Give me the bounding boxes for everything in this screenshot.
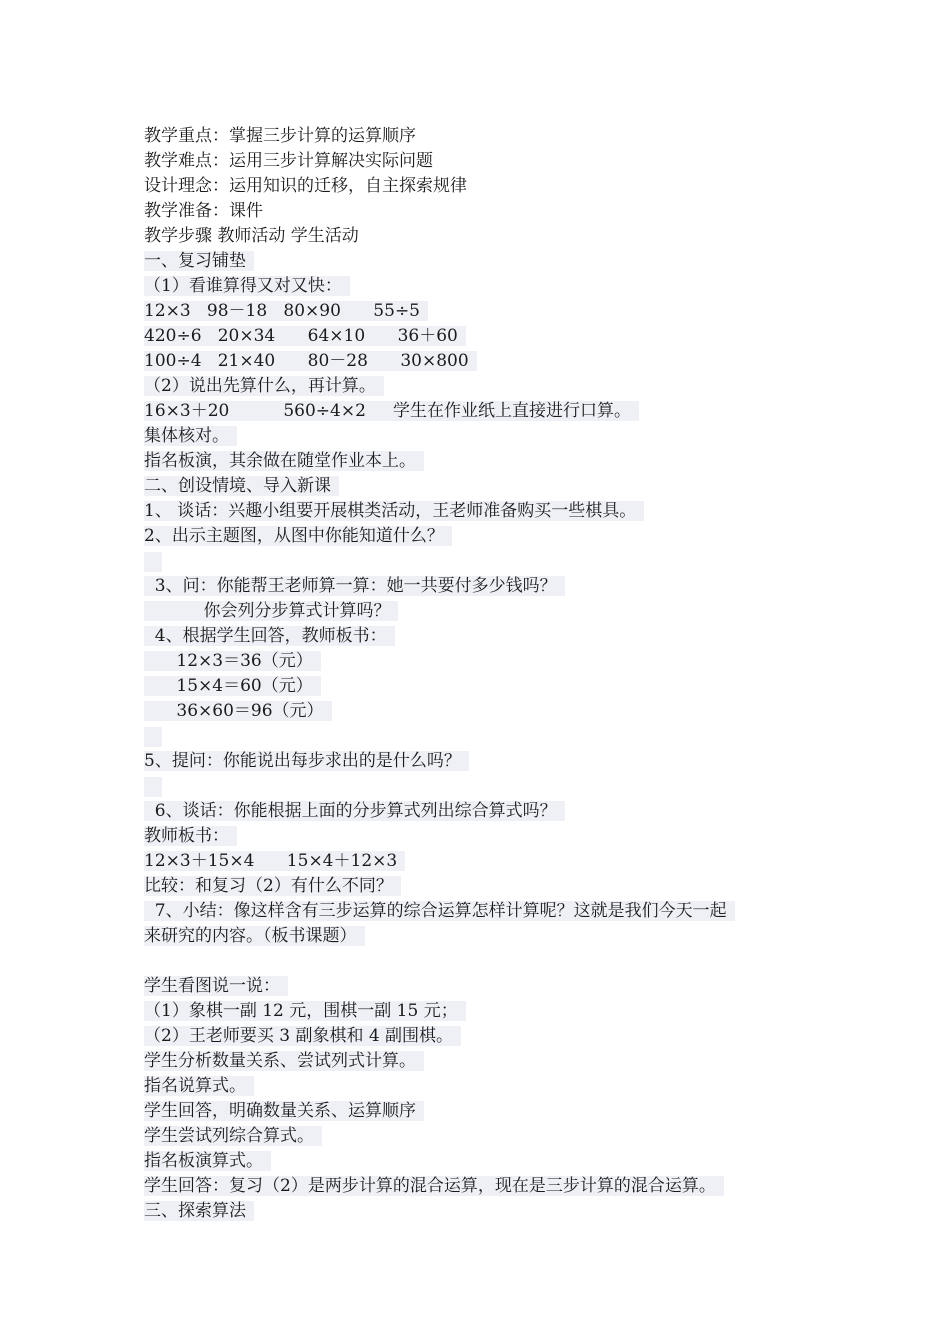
text-line-content: 教师板书： [144,826,237,846]
text-line-content: 设计理念：运用知识的迁移，自主探索规律 [144,176,467,196]
text-line [144,1174,950,1199]
text-line-content: （1）象棋一副 12 元，围棋一副 15 元； [144,1001,466,1021]
text-line [144,449,950,474]
text-line [144,549,950,574]
text-line [144,899,950,924]
text-line-content: （1）看谁算得又对又快： [144,276,350,296]
text-line [144,199,950,224]
text-line-content: 12×3＋15×4 15×4＋12×3 [144,851,405,871]
text-line [144,824,950,849]
text-line [144,399,950,424]
text-line [144,799,950,824]
text-line-content: 36×60＝96（元） [144,701,332,721]
text-line [144,849,950,874]
text-line-content: 学生分析数量关系、尝试列式计算。 [144,1051,424,1071]
text-line-content: 3、问：你能帮王老师算一算：她一共要付多少钱吗？ [144,576,565,596]
text-line-content: 教学难点：运用三步计算解决实际问题 [144,151,433,171]
text-line [144,349,950,374]
text-line-content: 7、小结：像这样含有三步运算的综合运算怎样计算呢？这就是我们今天一起 [144,901,735,921]
text-line [144,124,950,149]
text-line-content: 4、根据学生回答，教师板书： [144,626,395,646]
text-line [144,1024,950,1049]
text-line [144,224,950,249]
text-line [144,324,950,349]
text-line [144,249,950,274]
text-line-content: 指名板演算式。 [144,1151,271,1171]
text-line [144,524,950,549]
text-line [144,774,950,799]
text-line [144,599,950,624]
text-line-content: 一、复习铺垫 [144,251,254,271]
text-line-content: 5、提问：你能说出每步求出的是什么吗？ [144,751,469,771]
text-line [144,374,950,399]
text-line [144,174,950,199]
text-line [144,974,950,999]
text-line-content: 6、谈话：你能根据上面的分步算式列出综合算式吗？ [144,801,565,821]
text-line [144,499,950,524]
text-line [144,149,950,174]
text-line [144,674,950,699]
blank-line [0,949,950,974]
text-line [144,424,950,449]
text-line-content: 指名板演，其余做在随堂作业本上。 [144,451,424,471]
text-line-content: 指名说算式。 [144,1076,254,1096]
text-line [144,299,950,324]
text-line-content [144,727,162,747]
text-line-content: 集体核对。 [144,426,237,446]
text-line [144,999,950,1024]
text-line [144,1124,950,1149]
text-line-content: 教学准备：课件 [144,201,263,221]
text-line-content [144,777,162,797]
text-line-content: 教学步骤 教师活动 学生活动 [144,226,359,246]
text-line-content: （2）王老师要买 3 副象棋和 4 副围棋。 [144,1026,461,1046]
text-line [144,1049,950,1074]
text-line-content: 你会列分步算式计算吗？ [144,601,398,621]
text-line [144,724,950,749]
text-line-content: 学生回答，明确数量关系、运算顺序 [144,1101,424,1121]
text-line [144,574,950,599]
text-line-content: 学生看图说一说： [144,976,288,996]
text-line-content: 教学重点：掌握三步计算的运算顺序 [144,126,416,146]
text-line [144,1099,950,1124]
text-line [144,924,950,949]
text-line-content: 二、创设情境、导入新课 [144,476,339,496]
text-line [144,474,950,499]
document-body [0,124,950,1224]
text-line [144,1074,950,1099]
text-line-content: 学生尝试列综合算式。 [144,1126,322,1146]
text-line [144,699,950,724]
text-line-content: 420÷6 20×34 64×10 36＋60 [144,326,466,346]
text-line-content: 2、出示主题图，从图中你能知道什么？ [144,526,452,546]
text-line [144,1149,950,1174]
text-line-content: 12×3＝36（元） [144,651,321,671]
text-line-content: 三、探索算法 [144,1201,254,1221]
text-line-content: （2）说出先算什么，再计算。 [144,376,384,396]
text-line-content: 100÷4 21×40 80－28 30×800 [144,351,477,371]
text-line-content: 1、 谈话：兴趣小组要开展棋类活动，王老师准备购买一些棋具。 [144,501,644,521]
text-line [144,274,950,299]
text-line-content: 12×3 98－18 80×90 55÷5 [144,301,428,321]
text-line [144,874,950,899]
text-line-content [144,552,162,572]
text-line-content: 16×3＋20 560÷4×2 学生在作业纸上直接进行口算。 [144,401,639,421]
text-line [144,749,950,774]
text-line-content: 来研究的内容。（板书课题） [144,926,365,946]
text-line-content: 比较：和复习（2）有什么不同？ [144,876,401,896]
text-line-content: 学生回答：复习（2）是两步计算的混合运算，现在是三步计算的混合运算。 [144,1176,724,1196]
text-line [144,649,950,674]
text-line-content: 15×4＝60（元） [144,676,321,696]
text-line [144,624,950,649]
text-line [144,1199,950,1224]
